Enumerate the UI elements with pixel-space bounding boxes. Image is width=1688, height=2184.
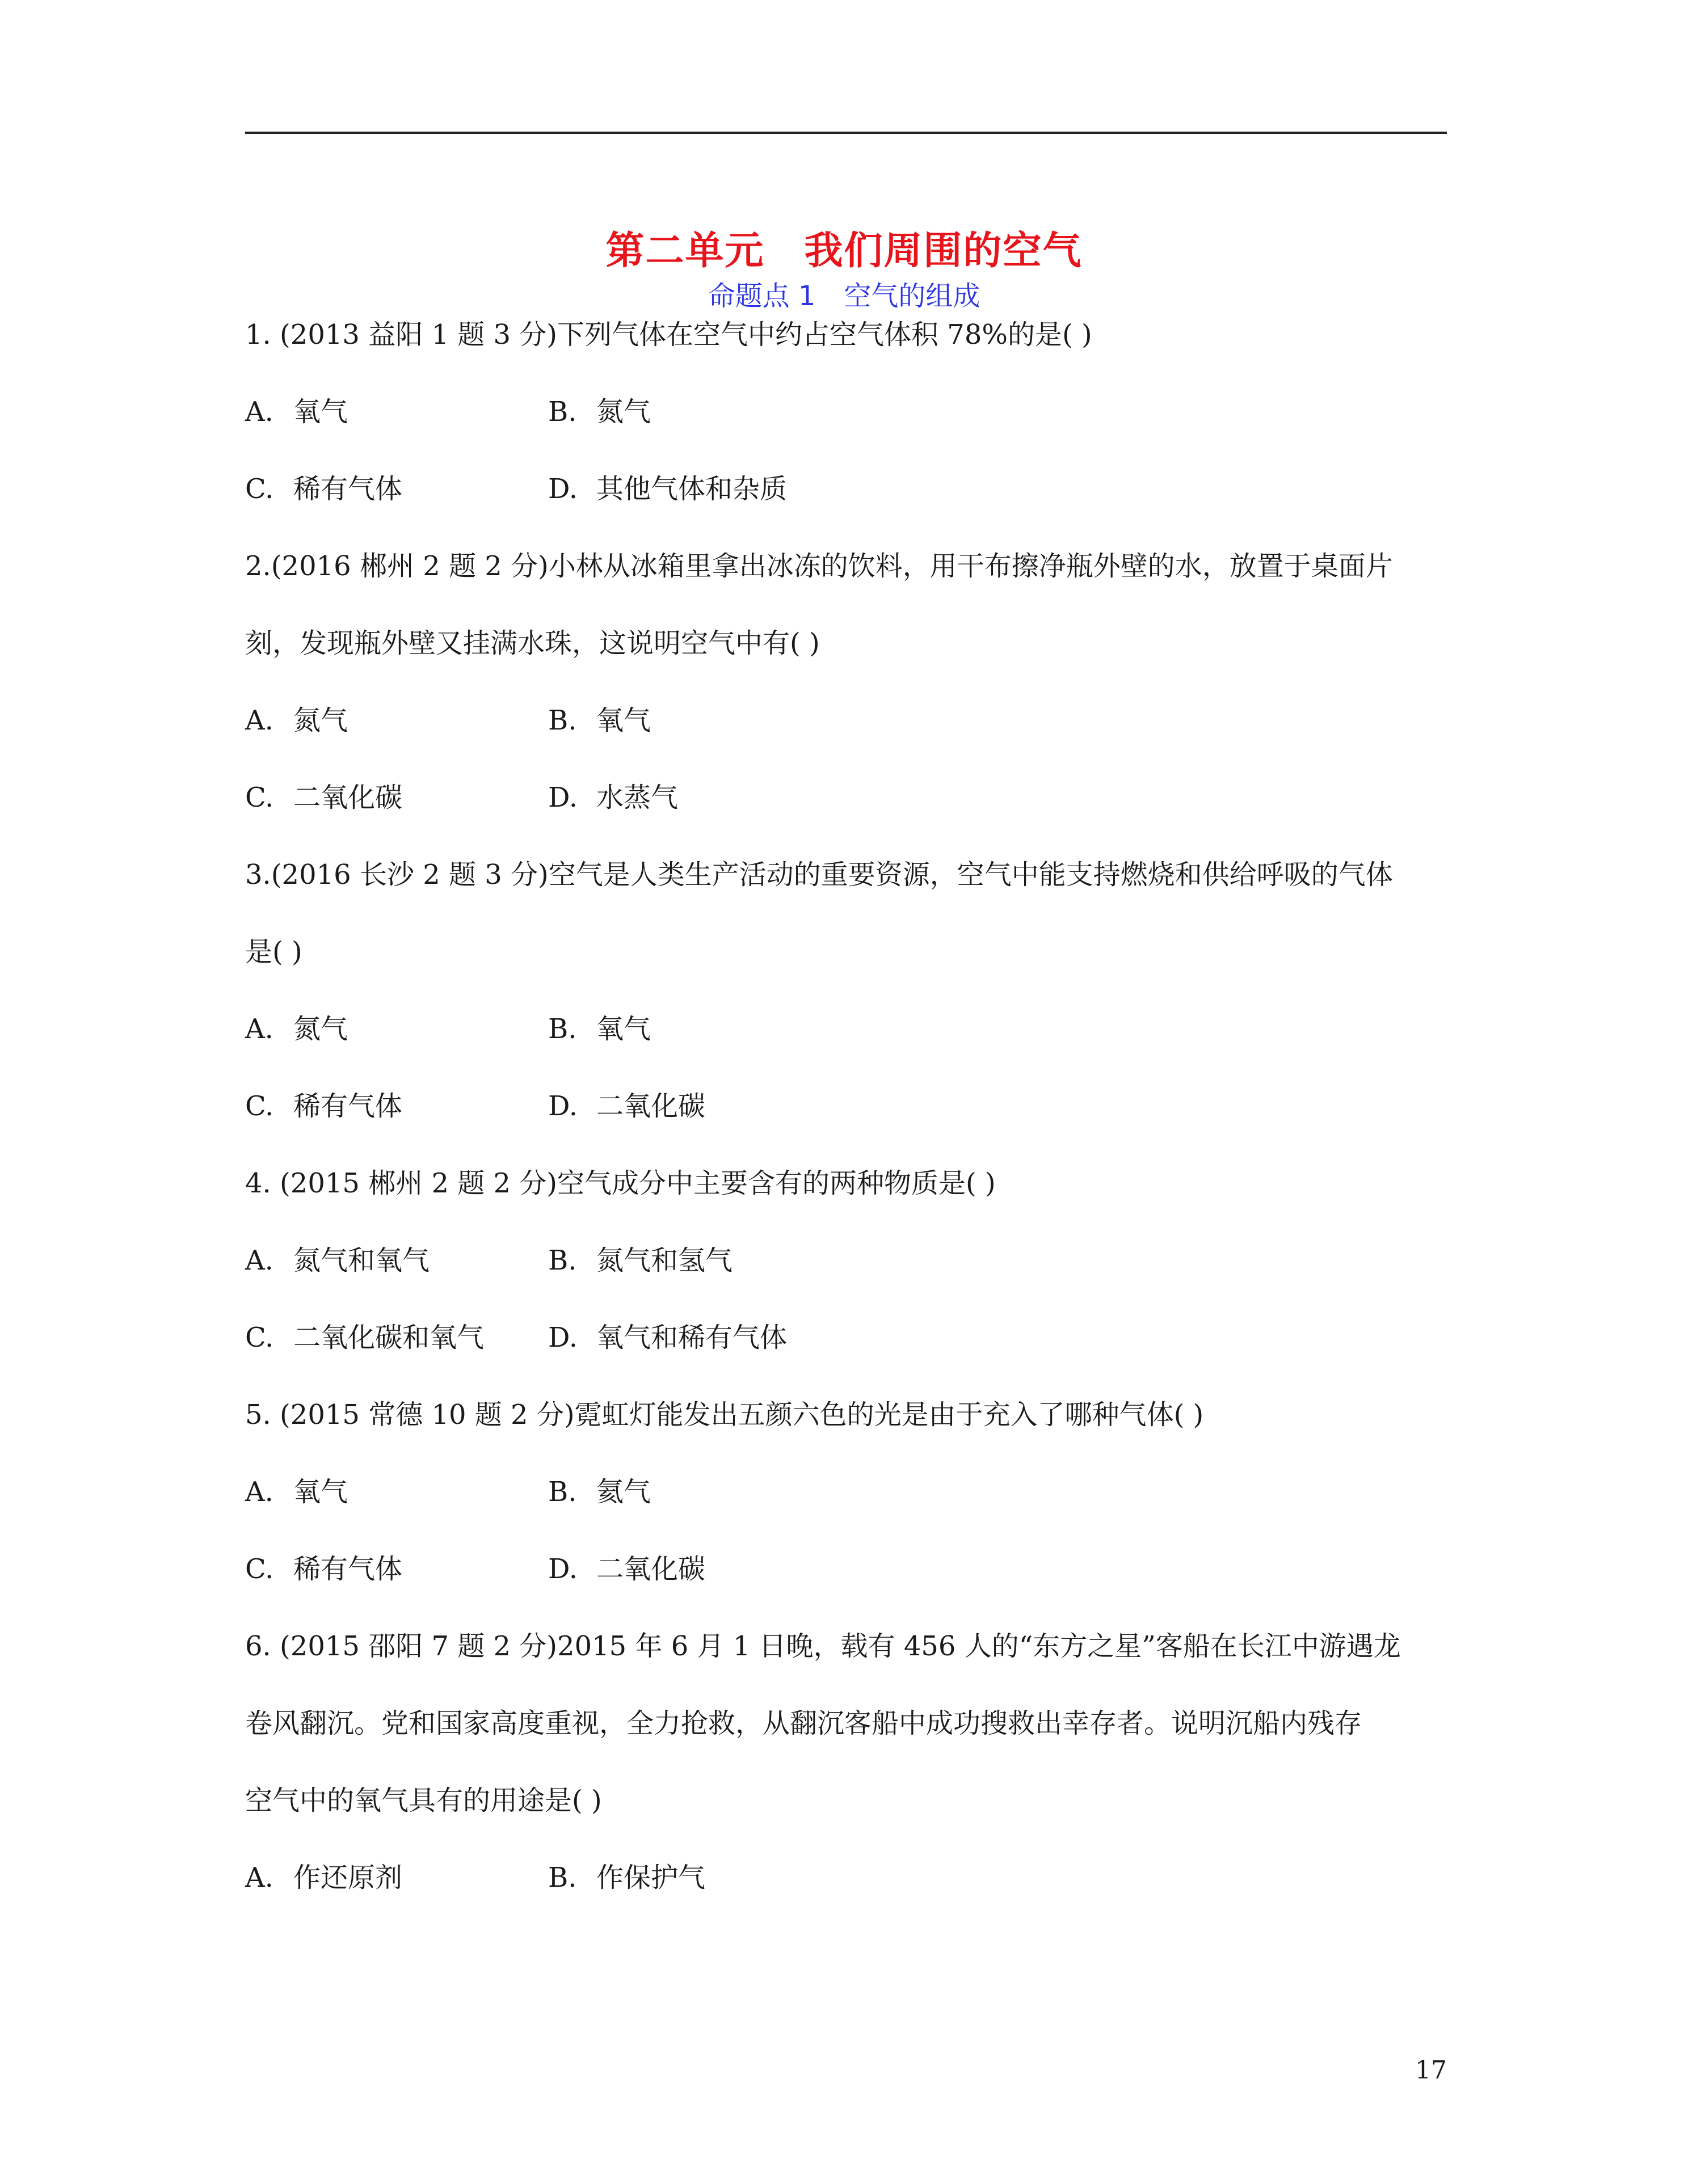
question-3-option-b: B. 氧气: [548, 1013, 651, 1045]
question-2-option-d: D. 水蒸气: [548, 782, 679, 813]
question-5-option-d: D. 二氧化碳: [548, 1553, 706, 1585]
question-1-option-d: D. 其他气体和杂质: [548, 473, 788, 505]
question-6-option-b: B. 作保护气: [548, 1862, 706, 1894]
question-2-option-a: A. 氮气: [245, 705, 348, 736]
question-4-option-b: B. 氮气和氢气: [548, 1245, 733, 1276]
question-6-option-a: A. 作还原剂: [245, 1862, 403, 1894]
question-2-line-1: 2.(2016 郴州 2 题 2 分)小林从冰箱里拿出冰冻的饮料，用干布擦净瓶外壁的水，放置于桌面片: [245, 550, 1393, 582]
question-2-option-c: C. 二氧化碳: [245, 782, 403, 813]
question-1-option-c: C. 稀有气体: [245, 473, 403, 505]
question-5-line-1: 5. (2015 常德 10 题 2 分)霓虹灯能发出五颜六色的光是由于充入了哪种气体( ): [245, 1399, 1204, 1431]
question-5-option-c: C. 稀有气体: [245, 1553, 403, 1585]
question-6-line-3: 空气中的氧气具有的用途是( ): [245, 1785, 602, 1816]
question-3-line-2: 是( ): [245, 936, 302, 968]
unit-title-part1: 第二单元: [605, 229, 765, 273]
question-4-option-d: D. 氧气和稀有气体: [548, 1322, 788, 1354]
question-6-line-2: 卷风翻沉。党和国家高度重视，全力抢救，从翻沉客船中成功搜救出幸存者。说明沉船内残存: [245, 1707, 1362, 1739]
question-1-line-1: 1. (2013 益阳 1 题 3 分)下列气体在空气中约占空气体积 78%的是( ): [245, 319, 1092, 351]
question-4-option-c: C. 二氧化碳和氧气: [245, 1322, 485, 1354]
question-6-line-1: 6. (2015 邵阳 7 题 2 分)2015 年 6 月 1 日晚，载有 456 人的“东方之星”客船在长江中游遇龙: [245, 1630, 1401, 1662]
question-2-line-2: 刻，发现瓶外壁又挂满水珠，这说明空气中有( ): [245, 627, 820, 659]
section-topic: 空气的组成: [844, 280, 980, 312]
question-1-option-b: B. 氮气: [548, 396, 651, 428]
section-label: 命题点 1: [708, 280, 816, 312]
question-2-option-b: B. 氧气: [548, 705, 651, 736]
question-3-option-c: C. 稀有气体: [245, 1090, 403, 1122]
question-3-option-a: A. 氮气: [245, 1013, 348, 1045]
question-4-option-a: A. 氮气和氧气: [245, 1245, 430, 1276]
page-number: 17: [1415, 2056, 1447, 2085]
header-rule: [245, 132, 1447, 134]
question-1-option-a: A. 氧气: [245, 396, 348, 428]
question-3-option-d: D. 二氧化碳: [548, 1090, 706, 1122]
unit-title-part2: 我们周围的空气: [804, 229, 1083, 273]
question-5-option-a: A. 氧气: [245, 1476, 348, 1508]
question-3-line-1: 3.(2016 长沙 2 题 3 分)空气是人类生产活动的重要资源，空气中能支持燃烧和供给呼吸的气体: [245, 859, 1393, 891]
question-5-option-b: B. 氦气: [548, 1476, 651, 1508]
unit-title: [0, 226, 1688, 277]
question-4-line-1: 4. (2015 郴州 2 题 2 分)空气成分中主要含有的两种物质是( ): [245, 1167, 996, 1199]
section-title: [0, 278, 1688, 314]
